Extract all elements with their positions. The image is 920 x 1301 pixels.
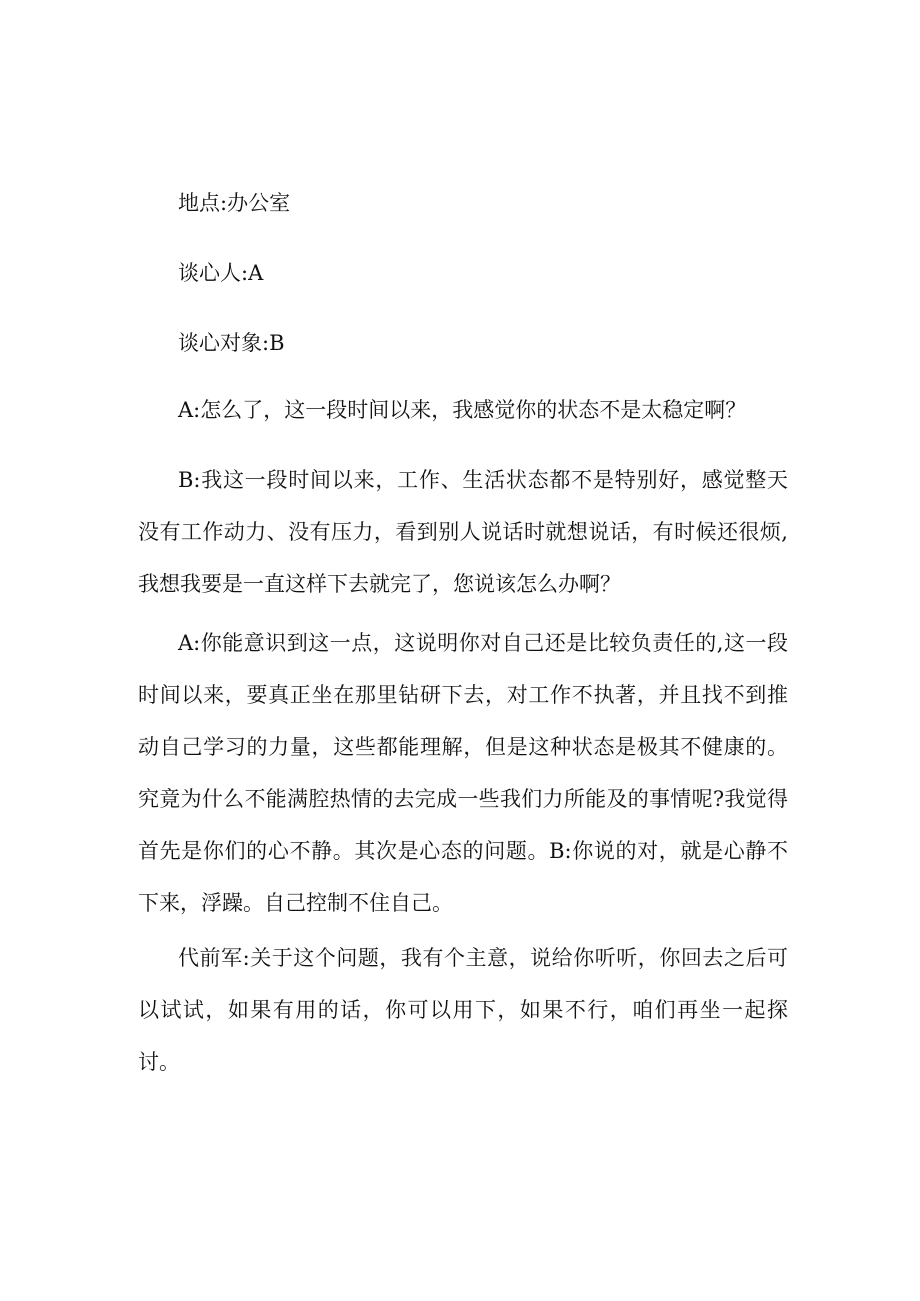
dialogue-paragraph-2: B:我这一段时间以来，工作、生活状态都不是特别好，感觉整天没有工作动力、没有压力，看到别人说话时就想说话，有时候还很烦,我想我要是一直这样下去就完了，您说该怎么办啊？ (138, 468, 788, 596)
dialogue-paragraph-3: A:你能意识到这一点，这说明你对自己还是比较负责任的,这一段时间以来，要真正坐在那里钻研下去，对工作不执著，并且找不到推动自己学习的力量，这些都能理解，但是这种状态是极其不健康的。究竟为什么不能满腔热情的去完成一些我们力所能及的事情呢?我觉得首先是你们的心不静。其次是心态的问题。B:你说的对，就是心静不下来，浮躁。自己控制不住自己。 (138, 631, 788, 915)
location-line: 地点:办公室 (178, 191, 291, 215)
dialogue-paragraph-4: 代前军:关于这个问题，我有个主意，说给你听听，你回去之后可以试试，如果有用的话，你可以用下，如果不行，咱们再坐一起探讨。 (138, 946, 788, 1074)
dialogue-paragraph-1: A:怎么了，这一段时间以来，我感觉你的状态不是太稳定啊？ (178, 398, 747, 422)
speaker-line: 谈心人:A (178, 261, 264, 285)
target-line: 谈心对象:B (178, 331, 285, 355)
